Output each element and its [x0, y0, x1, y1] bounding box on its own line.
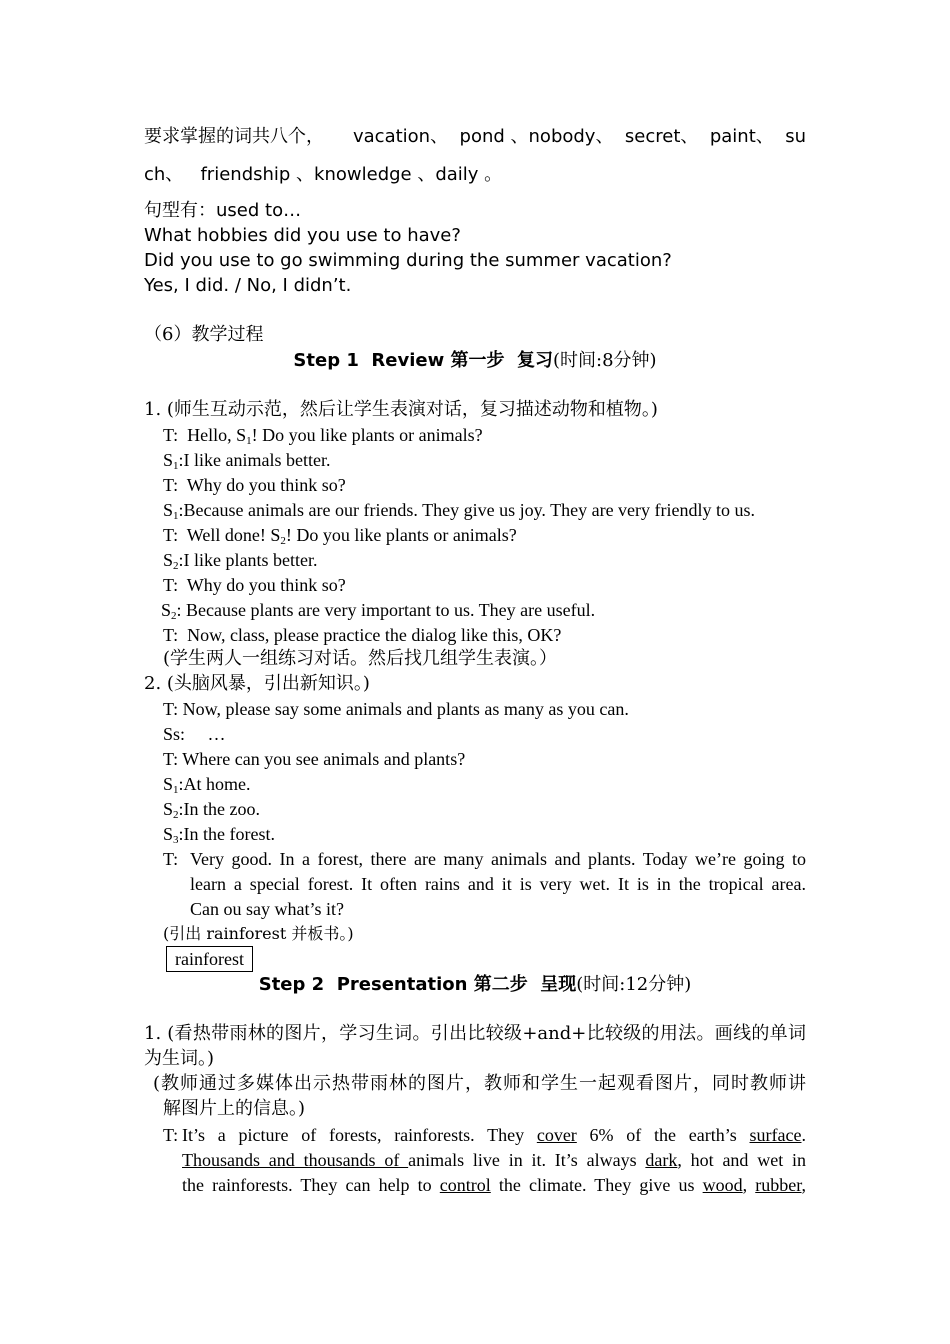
- subscript: 2: [173, 809, 179, 821]
- text: , hot and wet in: [677, 1150, 807, 1170]
- sentence-pattern-line: [144, 200, 301, 222]
- dialog-text: ! Do you like plants or animals?: [285, 525, 517, 545]
- new-word: cover: [536, 1125, 577, 1145]
- dialog-text: …: [207, 724, 226, 744]
- dialog-line: [163, 823, 275, 851]
- step2-time: (时间:12分钟): [576, 974, 692, 995]
- sentence-pattern: used to…: [216, 200, 302, 221]
- speaker: S: [161, 600, 172, 620]
- new-word: rubber: [755, 1175, 802, 1195]
- step1-label: Step 1 Review 第一步 复习: [293, 350, 554, 371]
- sentence-answer: Yes, I did. / No, I didn’t.: [144, 275, 352, 296]
- dialog-text: Why do you think so?: [186, 475, 346, 495]
- colon: :: [178, 799, 184, 819]
- dialog-text: In the forest.: [183, 824, 275, 844]
- dialog-text: In the zoo.: [183, 799, 261, 819]
- blackboard-word-box: rainforest: [166, 946, 253, 972]
- text: .: [801, 1125, 806, 1145]
- sentence-q1: What hobbies did you use to have?: [144, 225, 461, 246]
- speaker: T:: [163, 849, 179, 869]
- dialog-line: [163, 748, 465, 770]
- step2-label: Step 2 Presentation 第二步 呈现: [258, 974, 577, 995]
- subscript: 1: [173, 784, 179, 796]
- new-word: dark: [645, 1150, 678, 1170]
- dialog-line: [163, 524, 517, 552]
- speaker: S: [163, 824, 174, 844]
- dialog-line: [163, 798, 260, 826]
- step2-note-line2: 解图片上的信息。): [163, 1098, 306, 1119]
- dialog-line: [163, 773, 251, 801]
- new-word: wood: [702, 1175, 743, 1195]
- text: the climate. They give us: [490, 1175, 703, 1195]
- speaker: S: [163, 799, 174, 819]
- vocab-words-1: vacation、 pond 、nobody、 secret、 paint、 su: [353, 126, 806, 147]
- subscript: 2: [280, 535, 286, 547]
- dialog-line: [163, 723, 226, 745]
- dialog-text: Can ou say what’s it?: [190, 899, 344, 919]
- dialog-line: [163, 449, 330, 477]
- dialog-text: Now, class, please practice the dialog like this, OK?: [187, 625, 562, 645]
- step2-heading: [0, 972, 950, 997]
- sentence-pattern-label: 句型有：: [144, 200, 216, 221]
- process-title: （6）教学过程: [144, 324, 264, 345]
- dialog-line: [163, 574, 346, 596]
- text: ,: [801, 1175, 807, 1195]
- subscript: 3: [173, 834, 179, 846]
- subscript: 1: [246, 435, 252, 447]
- colon: :: [178, 824, 184, 844]
- step2-note-line1: (教师通过多媒体出示热带雨林的图片，教师和学生一起观看图片，同时教师讲: [153, 1073, 806, 1094]
- text: It’s a picture of forests, rainforests. They: [182, 1125, 537, 1145]
- new-word: control: [439, 1175, 491, 1195]
- subscript: 1: [173, 510, 179, 522]
- vocab-line-1: [144, 126, 806, 148]
- dialog-text: learn a special forest. It often rains and it is very wet. It is in the tropical area.: [190, 874, 806, 894]
- text: animals live in it. It’s always: [408, 1150, 646, 1170]
- dialog-text: Because plants are very important to us. They are useful.: [186, 600, 596, 620]
- colon: :: [178, 550, 184, 570]
- dialog-line: [163, 624, 561, 646]
- step1-time: (时间:8分钟): [553, 350, 657, 371]
- subscript: 2: [173, 560, 179, 572]
- dialog-line: [163, 549, 318, 577]
- new-word: Thousands and thousands of: [182, 1150, 409, 1170]
- speaker: T:: [163, 699, 179, 719]
- dialog-text: Why do you think so?: [186, 575, 346, 595]
- dialog-text: Very good. In a forest, there are many animals and plants. Today we’re going to: [190, 849, 806, 869]
- dialog-line: [163, 499, 755, 527]
- step1-heading: [0, 348, 950, 373]
- colon: :: [178, 774, 184, 794]
- sentence-q2: Did you use to go swimming during the summer vacation?: [144, 250, 672, 271]
- dialog-line: [163, 424, 483, 452]
- dialog-line: [163, 698, 629, 720]
- subscript: 1: [173, 460, 179, 472]
- dialog-line: [163, 474, 346, 496]
- speaker: T:: [163, 475, 179, 495]
- dialog-line: [161, 599, 595, 627]
- dialog-text: Well done! S: [186, 525, 281, 545]
- step1-item2: 2. (头脑风暴，引出新知识。): [144, 673, 370, 694]
- step1-note1: (学生两人一组练习对话。然后找几组学生表演。）: [163, 648, 558, 669]
- speaker: T:: [163, 749, 179, 769]
- speaker: Ss:: [163, 724, 186, 744]
- speaker: T:: [163, 1125, 179, 1145]
- dialog-text: I like plants better.: [183, 550, 318, 570]
- paragraph-line-1: [182, 1124, 806, 1146]
- speaker: S: [163, 450, 174, 470]
- step2-item1-line2: 为生词。): [144, 1048, 215, 1069]
- speaker: S: [163, 500, 174, 520]
- step2-item1-line1: 1. (看热带雨林的图片，学习生词。引出比较级+and+比较级的用法。画线的单词: [144, 1023, 806, 1044]
- speaker: T:: [163, 425, 179, 445]
- dialog-text: ! Do you like plants or animals?: [251, 425, 483, 445]
- new-word: surface: [749, 1125, 802, 1145]
- colon: :: [178, 500, 184, 520]
- speaker: T:: [163, 575, 179, 595]
- text: 6% of the earth’s: [576, 1125, 750, 1145]
- paragraph-line-2: [182, 1149, 806, 1171]
- dialog-text: Now, please say some animals and plants as many as you can.: [182, 699, 629, 719]
- speaker: T:: [163, 525, 179, 545]
- dialog-text: Where can you see animals and plants?: [182, 749, 466, 769]
- step1-item1: 1. (师生互动示范，然后让学生表演对话，复习描述动物和植物。): [144, 399, 658, 420]
- speaker: T:: [163, 625, 179, 645]
- vocab-line-2: ch、 friendship 、knowledge 、daily 。: [144, 164, 503, 185]
- dialog-text: At home.: [183, 774, 251, 794]
- vocab-intro: 要求掌握的词共八个，: [144, 126, 324, 147]
- dialog-text: I like animals better.: [183, 450, 331, 470]
- text: ,: [742, 1175, 756, 1195]
- subscript: 2: [171, 610, 177, 622]
- dialog-text: Hello, S: [187, 425, 247, 445]
- step1-note2: (引出 rainforest 并板书。): [163, 924, 354, 943]
- text: the rainforests. They can help to: [182, 1175, 440, 1195]
- speaker: S: [163, 774, 174, 794]
- colon: :: [176, 600, 182, 620]
- speaker: S: [163, 550, 174, 570]
- paragraph-line-3: [182, 1174, 806, 1196]
- colon: :: [178, 450, 184, 470]
- dialog-text: Because animals are our friends. They give us joy. They are very friendly to us.: [183, 500, 756, 520]
